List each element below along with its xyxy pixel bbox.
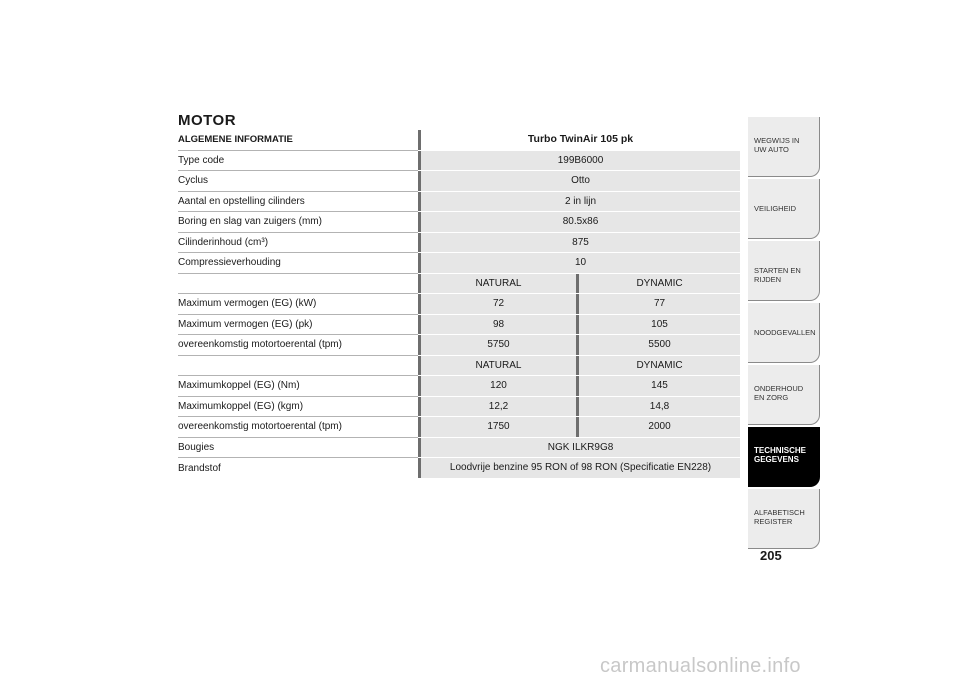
tab-noodgevallen[interactable]: NOODGEVALLEN bbox=[748, 303, 820, 363]
table-row: Maximum vermogen (EG) (pk) 98 105 bbox=[178, 314, 740, 335]
table-row: Type code 199B6000 bbox=[178, 150, 740, 171]
torque-mode-header-row bbox=[178, 355, 740, 376]
table-row: Maximum vermogen (EG) (kW) 72 77 bbox=[178, 294, 740, 315]
section-title: MOTOR bbox=[178, 112, 237, 129]
tab-veiligheid[interactable]: VEILIGHEID bbox=[748, 179, 820, 239]
power-mode-header-row bbox=[178, 273, 740, 294]
chapter-tabs bbox=[748, 117, 820, 551]
table-row: Brandstof Loodvrije benzine 95 RON of 98 RON (Specificatie EN228) bbox=[178, 458, 740, 479]
tab-onderhoud-en-zorg[interactable]: ONDERHOUD EN ZORG bbox=[748, 365, 820, 425]
table-header-row bbox=[178, 130, 740, 150]
tab-wegwijs-in-uw-auto[interactable]: WEGWIJS IN UW AUTO bbox=[748, 117, 820, 177]
tab-starten-en-rijden[interactable]: STARTEN EN RIJDEN bbox=[748, 241, 820, 301]
table-row: overeenkomstig motortoerental (tpm) 1750 2000 bbox=[178, 417, 740, 438]
table-row: Cyclus Otto bbox=[178, 171, 740, 192]
table-row: Compressieverhouding 10 bbox=[178, 253, 740, 274]
mode-natural: NATURAL bbox=[421, 355, 576, 376]
tab-alfabetisch-register[interactable]: ALFABETISCH REGISTER bbox=[748, 489, 820, 549]
engine-spec-table bbox=[178, 130, 740, 479]
header-label: ALGEMENE INFORMATIE bbox=[178, 130, 418, 150]
table-row: overeenkomstig motortoerental (tpm) 5750 5500 bbox=[178, 335, 740, 356]
mode-dynamic: DYNAMIC bbox=[579, 355, 740, 376]
table-row: Cilinderinhoud (cm³) 875 bbox=[178, 232, 740, 253]
tab-technische-gegevens[interactable]: TECHNISCHE GEGEVENS bbox=[748, 427, 820, 487]
table-row: Aantal en opstelling cilinders 2 in lijn bbox=[178, 191, 740, 212]
table-row: Boring en slag van zuigers (mm) 80.5x86 bbox=[178, 212, 740, 233]
table-row: Bougies NGK ILKR9G8 bbox=[178, 437, 740, 458]
page-number: 205 bbox=[760, 548, 782, 563]
mode-natural: NATURAL bbox=[421, 273, 576, 294]
mode-dynamic: DYNAMIC bbox=[579, 273, 740, 294]
table-row: Maximumkoppel (EG) (kgm) 12,2 14,8 bbox=[178, 396, 740, 417]
watermark: carmanualsonline.info bbox=[600, 655, 801, 677]
table-row: Maximumkoppel (EG) (Nm) 120 145 bbox=[178, 376, 740, 397]
header-engine-name: Turbo TwinAir 105 pk bbox=[421, 130, 740, 150]
